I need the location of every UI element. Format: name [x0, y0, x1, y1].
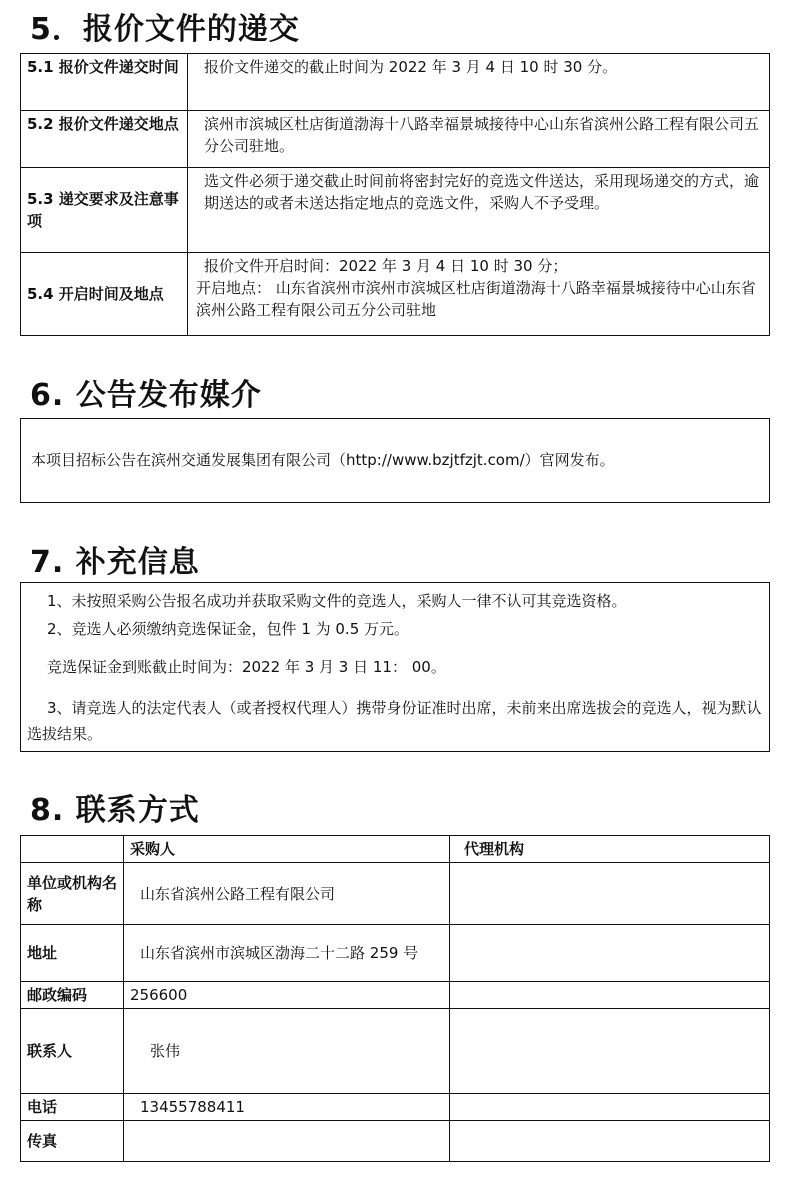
media-box [20, 418, 770, 503]
row-label: 联系人 [21, 1009, 124, 1094]
agent-value [450, 925, 770, 982]
table-row [21, 1009, 770, 1094]
buyer-value [124, 1121, 450, 1162]
table-row [21, 1094, 770, 1121]
supplement-item: 1、未按照采购公告报名成功并获取采购文件的竞选人，采购人一律不认可其竞选资格。 [47, 592, 627, 610]
table-row [21, 54, 770, 111]
agent-value [450, 1009, 770, 1094]
section8-heading: 8. 联系方式 [30, 793, 200, 828]
row-value [188, 253, 770, 336]
open-place-text: 开启地点： 山东省滨州市滨州市滨城区杜店街道渤海十八路幸福景城接待中心山东省滨州公路工程有限公司五分公司驻地 [196, 279, 756, 319]
buyer-header: 采购人 [124, 836, 450, 863]
table-row [21, 168, 770, 253]
buyer-value: 山东省滨州公路工程有限公司 [124, 863, 450, 925]
row-label: 传真 [21, 1121, 124, 1162]
submission-table [20, 53, 770, 336]
section7-heading: 7. 补充信息 [30, 545, 200, 580]
row-label: 5.2 报价文件递交地点 [21, 111, 188, 168]
table-row [21, 925, 770, 982]
supplement-item: 竞选保证金到账截止时间为：2022 年 3 月 3 日 11： 00。 [47, 658, 446, 676]
table-header-row [21, 836, 770, 863]
buyer-value: 13455788411 [124, 1094, 450, 1121]
table-row [21, 111, 770, 168]
row-value: 滨州市滨城区杜店街道渤海十八路幸福景城接待中心山东省滨州公路工程有限公司五分公司驻地。 [188, 111, 770, 168]
row-label: 地址 [21, 925, 124, 982]
agent-value [450, 863, 770, 925]
open-time-text: 报价文件开启时间：2022 年 3 月 4 日 10 时 30 分； [204, 257, 568, 275]
agent-value [450, 982, 770, 1009]
section6-heading: 6. 公告发布媒介 [30, 378, 262, 413]
table-row [21, 863, 770, 925]
agent-value [450, 1094, 770, 1121]
supplement-box [20, 582, 770, 752]
row-label: 5.3 递交要求及注意事项 [21, 168, 188, 253]
row-value: 选文件必须于递交截止时间前将密封完好的竞选文件送达，采用现场递交的方式，逾期送达的或者未送达指定地点的竞选文件，采购人不予受理。 [188, 168, 770, 253]
row-value: 报价文件递交的截止时间为 2022 年 3 月 4 日 10 时 30 分。 [188, 54, 770, 111]
table-row [21, 1121, 770, 1162]
table-row [21, 253, 770, 336]
buyer-value: 256600 [124, 982, 450, 1009]
supplement-item: 2、竞选人必须缴纳竞选保证金，包件 1 为 0.5 万元。 [47, 620, 410, 638]
agent-value [450, 1121, 770, 1162]
buyer-value: 山东省滨州市滨城区渤海二十二路 259 号 [124, 925, 450, 982]
row-label: 邮政编码 [21, 982, 124, 1009]
table-row [21, 982, 770, 1009]
media-text: 本项目招标公告在滨州交通发展集团有限公司（http://www.bzjtfzjt.com/）官网发布。 [31, 451, 615, 469]
row-label: 电话 [21, 1094, 124, 1121]
section5-heading: 5．报价文件的递交 [30, 12, 300, 47]
buyer-value: 张伟 [124, 1009, 450, 1094]
row-label: 5.4 开启时间及地点 [21, 253, 188, 336]
supplement-item: 3、请竞选人的法定代表人（或者授权代理人）携带身份证准时出席，未前来出席选拔会的竞选人，视为默认选拔结果。 [27, 699, 762, 743]
agent-header: 代理机构 [450, 836, 770, 863]
row-label: 5.1 报价文件递交时间 [21, 54, 188, 111]
row-label: 单位或机构名称 [21, 863, 124, 925]
contact-table [20, 835, 770, 1162]
